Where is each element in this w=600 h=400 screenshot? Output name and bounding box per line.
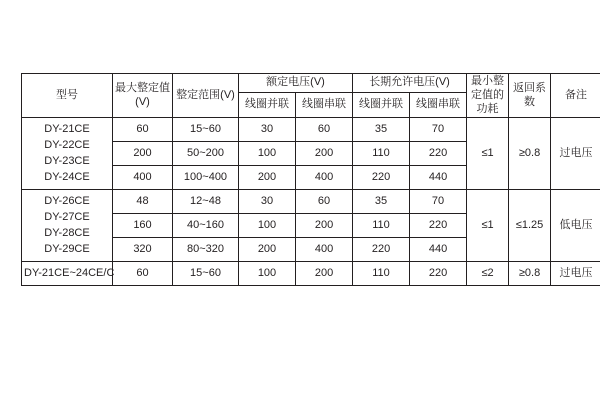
- cell-return-coefficient-last: ≥0.8: [509, 262, 551, 286]
- cell-max-setting: 60: [113, 262, 173, 286]
- table-header-row-1: [22, 74, 600, 93]
- header-rated-voltage: 额定电压(V): [239, 74, 353, 93]
- cell-return-coefficient-group-2: ≤1.25: [509, 190, 551, 262]
- cell-max-setting: 200: [113, 142, 173, 166]
- table-row: [22, 190, 600, 214]
- cell-long-parallel: 35: [353, 190, 410, 214]
- header-return-coefficient: 返回系数: [509, 74, 551, 118]
- model-label: DY-21CE: [44, 122, 90, 135]
- cell-max-setting: 400: [113, 166, 173, 190]
- cell-setting-range: 80~320: [173, 238, 239, 262]
- cell-rated-series: 60: [296, 190, 353, 214]
- cell-long-parallel: 110: [353, 142, 410, 166]
- cell-rated-series: 400: [296, 166, 353, 190]
- cell-return-coefficient-group-1: ≥0.8: [509, 118, 551, 190]
- cell-rated-series: 60: [296, 118, 353, 142]
- cell-setting-range: 15~60: [173, 118, 239, 142]
- model-label: DY-22CE: [44, 138, 90, 151]
- cell-rated-parallel: 100: [239, 142, 296, 166]
- cell-max-setting: 160: [113, 214, 173, 238]
- model-label: DY-28CE: [44, 226, 90, 239]
- cell-rated-series: 200: [296, 142, 353, 166]
- model-label: DY-26CE: [44, 194, 90, 207]
- model-group-1: [22, 118, 113, 190]
- model-group-2: [22, 190, 113, 262]
- cell-min-power-last: ≤2: [467, 262, 509, 286]
- cell-remark-last: 过电压: [551, 262, 600, 286]
- cell-max-setting: 320: [113, 238, 173, 262]
- cell-rated-series: 400: [296, 238, 353, 262]
- cell-long-series: 220: [410, 142, 467, 166]
- cell-long-series: 440: [410, 166, 467, 190]
- cell-long-parallel: 110: [353, 262, 410, 286]
- cell-rated-parallel: 200: [239, 238, 296, 262]
- cell-setting-range: 12~48: [173, 190, 239, 214]
- header-min-power: 最小整定值的功耗: [467, 74, 509, 118]
- cell-long-parallel: 110: [353, 214, 410, 238]
- header-long-series: 线圈串联: [410, 93, 467, 118]
- header-setting-range: 整定范围(V): [173, 74, 239, 118]
- cell-min-power-group-1: ≤1: [467, 118, 509, 190]
- cell-max-setting: 60: [113, 118, 173, 142]
- cell-long-series: 70: [410, 118, 467, 142]
- cell-rated-parallel: 100: [239, 214, 296, 238]
- header-model: 型号: [22, 74, 113, 118]
- table-row: [22, 118, 600, 142]
- cell-long-series: 220: [410, 262, 467, 286]
- cell-max-setting: 48: [113, 190, 173, 214]
- header-rated-parallel: 线圈并联: [239, 93, 296, 118]
- cell-setting-range: 50~200: [173, 142, 239, 166]
- cell-long-series: 220: [410, 214, 467, 238]
- cell-setting-range: 40~160: [173, 214, 239, 238]
- cell-long-series: 440: [410, 238, 467, 262]
- header-rated-series: 线圈串联: [296, 93, 353, 118]
- cell-remark-group-1: 过电压: [551, 118, 600, 190]
- cell-rated-series: 200: [296, 214, 353, 238]
- cell-long-parallel: 220: [353, 166, 410, 190]
- model-label: DY-27CE: [44, 210, 90, 223]
- table-row: [22, 262, 600, 286]
- cell-rated-series: 200: [296, 262, 353, 286]
- cell-rated-parallel: 30: [239, 118, 296, 142]
- header-long-term-voltage: 长期允许电压(V): [353, 74, 467, 93]
- header-long-parallel: 线圈并联: [353, 93, 410, 118]
- model-last-row: DY-21CE~24CE/C: [22, 262, 113, 286]
- cell-setting-range: 100~400: [173, 166, 239, 190]
- cell-rated-parallel: 30: [239, 190, 296, 214]
- cell-min-power-group-2: ≤1: [467, 190, 509, 262]
- cell-rated-parallel: 200: [239, 166, 296, 190]
- cell-long-parallel: 220: [353, 238, 410, 262]
- cell-rated-parallel: 100: [239, 262, 296, 286]
- cell-long-parallel: 35: [353, 118, 410, 142]
- header-max-setting: 最大整定值(V): [113, 74, 173, 118]
- cell-long-series: 70: [410, 190, 467, 214]
- model-label: DY-24CE: [44, 170, 90, 183]
- model-label: DY-29CE: [44, 242, 90, 255]
- model-label: DY-23CE: [44, 154, 90, 167]
- header-remark: 备注: [551, 74, 600, 118]
- cell-setting-range: 15~60: [173, 262, 239, 286]
- specification-table: [21, 73, 600, 286]
- cell-remark-group-2: 低电压: [551, 190, 600, 262]
